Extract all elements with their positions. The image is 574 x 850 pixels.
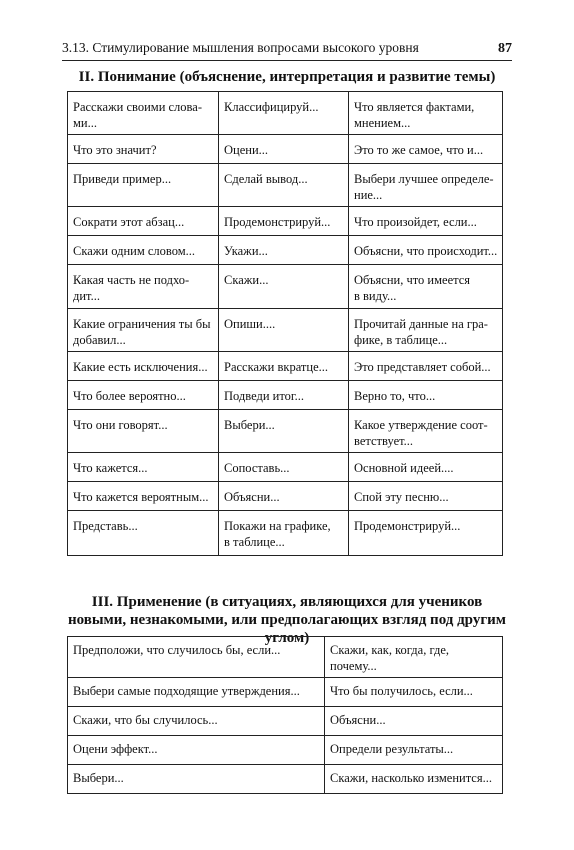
table-row xyxy=(68,164,503,207)
table-cell: Какие есть исключения... xyxy=(68,352,219,381)
table-cell: Скажи, как, когда, где, почему... xyxy=(325,637,503,678)
section-2-title: II. Понимание (объяснение, интерпретация и развитие темы) xyxy=(78,69,496,85)
table-cell: Выбери... xyxy=(219,410,349,453)
table-cell: Что бы получилось, если... xyxy=(325,678,503,707)
table-cell: Выбери самые подходящие утверждения... xyxy=(68,678,325,707)
table-cell: Выбери лучшее определе- ние... xyxy=(349,164,503,207)
table-cell: Это представляет собой... xyxy=(349,352,503,381)
table-row xyxy=(68,736,503,765)
running-header-title: 3.13. Стимулирование мышления вопросами высокого уровня xyxy=(62,40,419,55)
table-row xyxy=(68,453,503,482)
table-cell: Сократи этот абзац... xyxy=(68,207,219,236)
table-cell: Что произойдет, если... xyxy=(349,207,503,236)
table-cell: Объясни... xyxy=(219,482,349,511)
table-cell: Продемонстрируй... xyxy=(219,207,349,236)
table-row xyxy=(68,92,503,135)
table-cell: Сопоставь... xyxy=(219,453,349,482)
table-cell: Что они говорят... xyxy=(68,410,219,453)
page-number: 87 xyxy=(498,41,512,56)
table-row xyxy=(68,678,503,707)
table-row xyxy=(68,482,503,511)
table-row xyxy=(68,410,503,453)
table-cell: Расскажи своими слова- ми... xyxy=(68,92,219,135)
table-cell: Скажи одним словом... xyxy=(68,236,219,265)
table-cell: Какие ограничения ты бы добавил... xyxy=(68,309,219,352)
table-row xyxy=(68,352,503,381)
table-cell: Основной идеей.... xyxy=(349,453,503,482)
table-row xyxy=(68,236,503,265)
table-cell: Подведи итог... xyxy=(219,381,349,410)
table-cell: Скажи... xyxy=(219,265,349,309)
table-row xyxy=(68,707,503,736)
table-row xyxy=(68,265,503,309)
table-cell: Скажи, насколько изменится... xyxy=(325,765,503,794)
table-cell: Оцени эффект... xyxy=(68,736,325,765)
section-3-title: III. Применение (в ситуациях, являющихся для учеников новыми, незнакомыми, или предполагающих взгляд под другим углом) xyxy=(67,594,507,646)
table-cell: Скажи, что бы случилось... xyxy=(68,707,325,736)
table-cell: Определи результаты... xyxy=(325,736,503,765)
table-row xyxy=(68,381,503,410)
table-cell: Что это значит? xyxy=(68,135,219,164)
table-cell: Приведи пример... xyxy=(68,164,219,207)
table-cell: Какое утверждение соот- ветствует... xyxy=(349,410,503,453)
table-cell: Спой эту песню... xyxy=(349,482,503,511)
table-cell: Прочитай данные на гра- фике, в таблице... xyxy=(349,309,503,352)
table-cell: Объясни, что имеется в виду... xyxy=(349,265,503,309)
table-cell: Покажи на графике, в таблице... xyxy=(219,511,349,556)
header-rule xyxy=(62,60,512,61)
table-cell: Сделай вывод... xyxy=(219,164,349,207)
table-cell: Классифицируй... xyxy=(219,92,349,135)
comprehension-questions-table xyxy=(67,91,503,556)
table-cell: Расскажи вкратце... xyxy=(219,352,349,381)
table-cell: Какая часть не подхо- дит... xyxy=(68,265,219,309)
table-row xyxy=(68,765,503,794)
table-cell: Оцени... xyxy=(219,135,349,164)
table-cell: Объясни, что происходит... xyxy=(349,236,503,265)
table-cell: Опиши.... xyxy=(219,309,349,352)
table-cell: Что кажется... xyxy=(68,453,219,482)
table-cell: Представь... xyxy=(68,511,219,556)
table-cell: Что более вероятно... xyxy=(68,381,219,410)
table-cell: Объясни... xyxy=(325,707,503,736)
table-cell: Что является фактами, мнением... xyxy=(349,92,503,135)
running-header xyxy=(62,40,512,57)
table-row xyxy=(68,309,503,352)
table-cell: Выбери... xyxy=(68,765,325,794)
table-cell: Верно то, что... xyxy=(349,381,503,410)
table-row xyxy=(68,135,503,164)
table-cell: Это то же самое, что и... xyxy=(349,135,503,164)
table-cell: Укажи... xyxy=(219,236,349,265)
application-questions-table xyxy=(67,636,503,794)
table-row xyxy=(68,511,503,556)
table-cell: Что кажется вероятным... xyxy=(68,482,219,511)
table-cell: Продемонстрируй... xyxy=(349,511,503,556)
table-cell: Предположи, что случилось бы, если... xyxy=(68,637,325,678)
table-row xyxy=(68,207,503,236)
table-row xyxy=(68,637,503,678)
